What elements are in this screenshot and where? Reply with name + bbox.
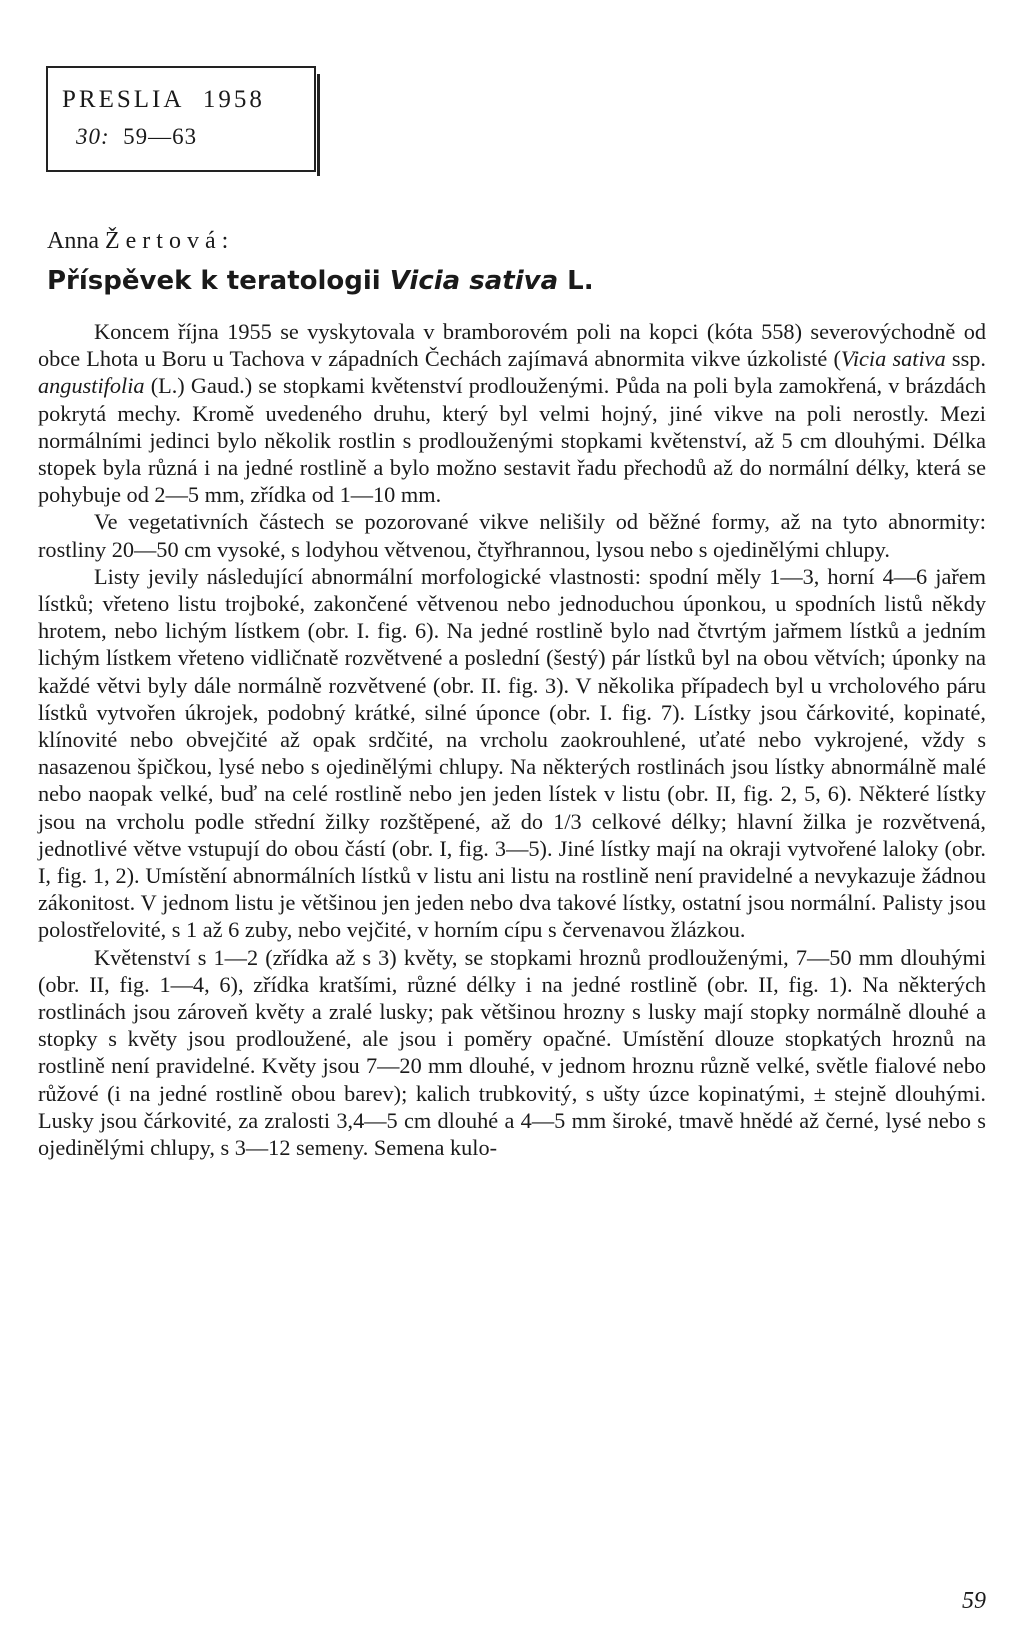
paragraph <box>38 508 986 562</box>
text-run: Květenství s 1—2 (zřídka až s 3) květy, se stopkami hroznů prodlouženými, 7—50 mm dlouhými (obr. II, fig. 1—4, 6), zřídka kratšími, různé délky i na jedné rostlině (obr. II, fig. 1). Na některých rostlinách jsou zároveň květy a zralé lusky; pak většinou hrozny s lusky mají stopky normálně dlouhé a stopky s květy jsou prodloužené, ale jsou i poměry opačné. Umístění dlouze stopkatých hroznů na rostlině není pravidelné. Květy jsou 7—20 mm dlouhé, v jednom hroznu různě velké, světle fialové nebo růžové (i na jedné rostlině obou barev); kalich trubkovitý, s ušty úzce kopinatými, ± stejně dlouhými. Lusky jsou čárkovité, za zralosti 3,4—5 cm dlouhé a 4—5 mm široké, tmavě hnědé až černé, lysé nebo s ojedinělými chlupy, s 3—12 semeny. Semena kulo- <box>38 944 986 1161</box>
journal-volume: 30 <box>76 124 101 149</box>
paragraph <box>38 563 986 944</box>
author-first-name: Anna <box>47 228 99 254</box>
author-last-name: Žertová: <box>104 228 235 254</box>
author-line <box>47 228 234 255</box>
journal-citation-box <box>46 66 316 172</box>
title-species: Vicia sativa <box>389 266 559 296</box>
title-prefix: Příspěvek k teratologii <box>47 266 390 296</box>
title-suffix: L. <box>558 266 594 296</box>
text-run: Koncem října 1955 se vyskytovala v bramborovém poli na kopci (kóta 558) severovýchodně od obce Lhota u Boru u Tachova v západních Čechách zajímavá abnormita vikve úzkolisté ( <box>38 319 986 372</box>
italic-text: Vicia sativa <box>840 346 946 372</box>
text-run: Ve vegetativních částech se pozorované vikve nelišily od běžné formy, až na tyto abnormity: rostliny 20—50 cm vysoké, s lodyhou větvenou, čtyřhrannou, lysou nebo s ojedinělými chlupy. <box>38 509 986 562</box>
journal-name-year <box>62 86 265 114</box>
paragraph <box>38 944 986 1162</box>
page-number: 59 <box>962 1588 986 1614</box>
text-run: ssp. <box>945 346 987 372</box>
article-body <box>38 318 986 1161</box>
paragraph <box>38 318 986 508</box>
italic-text: angustifolia <box>38 373 145 399</box>
journal-year: 1958 <box>202 86 265 113</box>
text-run: (L.) Gaud.) se stopkami květenství prodlouženými. Půda na poli byla zamokřená, v brázdách pokrytá mechy. Kromě uvedeného druhu, který byl velmi hojný, jiné vikve na poli nerostly. Mezi normálními jedinci bylo několik rostlin s prodlouženými stopkami květenství, až 5 cm dlouhými. Délka stopek byla různá i na jedné rostlině a bylo možno sestavit řadu přechodů až do normální délky, která se pohybuje od 2—5 mm, zřídka od 1—10 mm. <box>38 373 986 508</box>
journal-volume-pages: 30: 59—63 <box>76 124 198 149</box>
journal-pages: 59—63 <box>123 124 198 149</box>
text-run: Listy jevily následující abnormální morfologické vlastnosti: spodní měly 1—3, horní 4—6 jařem lístků; vřeteno listu trojboké, zakončené větvenou nebo jednoduchou úponkou, u spodních listů někdy hrotem, nebo lichým lístkem (obr. I. fig. 6). Na jedné rostlině bylo nad čtvrtým jařmem lístků a jedním lichým lístkem vřeteno vidličnatě rozvětvené a poslední (šestý) pár lístků byl na obou větvích; úponky na každé větvi byly dále normálně rozvětvené (obr. II. fig. 3). V několika případech byl u vrcholového páru lístků vytvořen úkrojek, podobný krátké, silné úponce (obr. I. fig. 7). Lístky jsou čárkovité, kopinaté, klínovité nebo obvejčité až opak srdčité, na vrcholu zaokrouhlené, uťaté nebo vykrojené, vždy s nasazenou špičkou, lysé nebo s ojedinělými chlupy. Na některých rostlinách jsou lístky abnormálně malé nebo naopak velké, buď na celé rostlině nebo jen jeden lístek v listu (obr. II, fig. 2, 5, 6). Některé lístky jsou na vrcholu podle střední žilky rozštěpené, až do 1/3 celkové délky; hlavní žilka je rozvětvená, jednotlivé větve vstupují do obou částí (obr. I, fig. 3—5). Jiné lístky mají na okraji vytvořené laloky (obr. I, fig. 1, 2). Umístění abnormálních lístků v listu ani listu na rostlině není pravidelné a nevykazuje žádnou zákonitost. V jednom listu je většinou jen jeden nebo dva takové lístky, ostatní jsou normální. Palisty jsou polostřelovité, s 1 až 6 zuby, nebo vejčité, v horním cípu s červenavou žlázkou. <box>38 563 986 943</box>
journal-name: PRESLIA <box>62 86 185 113</box>
article-title <box>47 266 594 296</box>
